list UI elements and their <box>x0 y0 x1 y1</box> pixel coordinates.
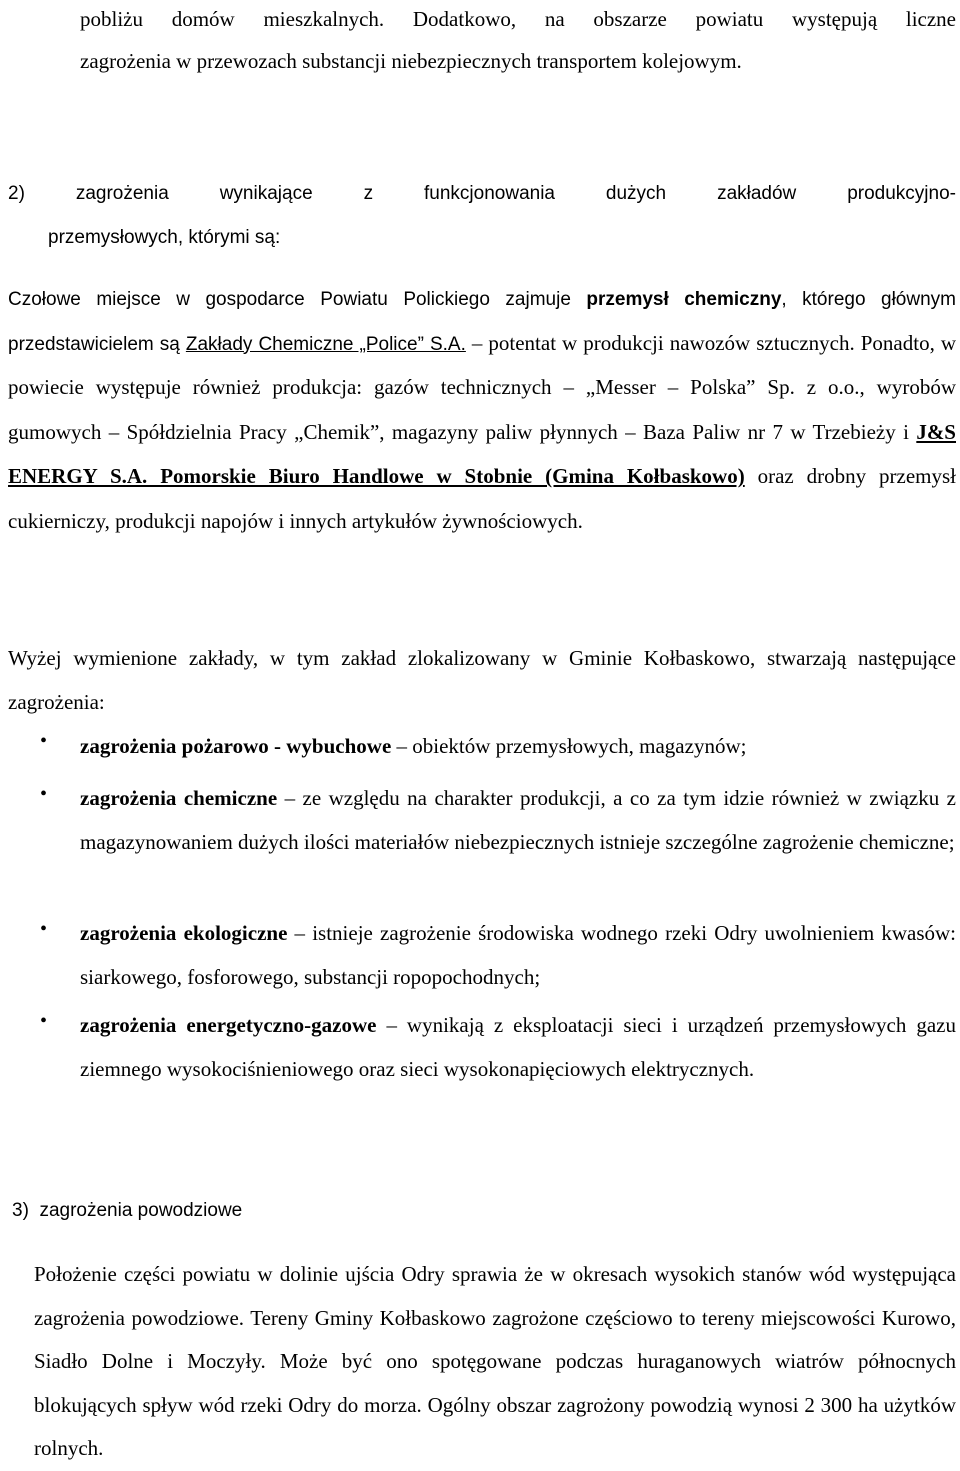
chemical-industry-bold: przemysł chemiczny <box>586 289 782 310</box>
bullet-icon: • <box>40 918 48 940</box>
industry-text-e: – potentat w produkcji nawozów sztucznych. Ponadto, w powiecie występuje również produkcja: gazów technicznych – „Messer – Polska” Sp. z o.o., wyrobów gumowych – Spółdzielnia Pracy „Chemik”, magazyny paliw płynnych – Baza Paliw nr 7 w Trzebieży i <box>8 330 957 444</box>
bullet-icon: • <box>40 730 48 752</box>
intro-line-2: zagrożenia w przewozach substancji niebezpiecznych transportem kolejowym. <box>80 49 742 73</box>
threats-intro-paragraph: Wyżej wymienione zakłady, w tym zakład zlokalizowany w Gminie Kołbaskowo, stwarzają następujące zagrożenia: <box>8 646 956 714</box>
js-energy-bold-underlined: J&S ENERGY S.A. Pomorskie Biuro Handlowe w Stobnie (Gmina Kołbaskowo) <box>8 419 956 489</box>
intro-line-1: pobliżu domów mieszkalnych. Dodatkowo, na obszarze powiatu występują liczne <box>80 7 956 31</box>
section-2-heading-line-2: przemysłowych, którymi są: <box>48 227 281 248</box>
police-plant-underlined: Zakłady Chemiczne „Police” S.A. <box>185 333 466 355</box>
bullet-2-text: – ze względu na charakter produkcji, a co za tym idzie również w związku z magazynowaniem dużych ilości materiałów niebezpiecznych istnieje szczególne zagrożenie chemiczne; <box>80 786 956 854</box>
bullet-1-text: – obiektów przemysłowych, magazynów; <box>391 734 747 758</box>
industry-text-c: , którego głównym przedstawicielem są <box>8 289 956 355</box>
bullet-3-text: – istnieje zagrożenie środowiska wodnego rzeki Odry uwolnieniem kwasów: siarkowego, fosforowego, substancji ropopochodnych; <box>80 921 956 989</box>
section-3-heading: 3) zagrożenia powodziowe <box>12 1200 243 1221</box>
bullet-4-text: – wynikają z eksploatacji sieci i urządzeń przemysłowych gazu ziemnego wysokociśnieniowego oraz sieci wysokonapięciowych elektrycznych. <box>80 1013 956 1081</box>
industry-text-a: Czołowe miejsce w gospodarce Powiatu Polickiego zajmuje <box>8 289 587 310</box>
bullet-4-bold: zagrożenia energetyczno-gazowe <box>80 1013 377 1037</box>
flood-paragraph: Położenie części powiatu w dolinie ujścia Odry sprawia że w okresach wysokich stanów wód występująca zagrożenia powodziowe. Tereny Gminy Kołbaskowo zagrożone częściowo to tereny miejscowości Kurowo, Siadło Dolne i Moczyły. Może być ono spotęgowane podczas huraganowych wiatrów północnych blokujących spływ wód rzeki Odry do morza. Ogólny obszar zagrożony powodzią wynosi 2 300 ha użytków rolnych. <box>34 1262 956 1461</box>
intro-paragraph <box>80 0 956 82</box>
bullet-1-bold: zagrożenia pożarowo - wybuchowe <box>80 734 392 758</box>
bullet-2-bold: zagrożenia chemiczne <box>80 786 278 810</box>
section-2-heading <box>8 172 956 260</box>
industry-paragraph <box>8 278 956 545</box>
industry-text-g: oraz drobny przemysł cukierniczy, produkcji napojów i innych artykułów żywnościowych. <box>8 464 956 533</box>
section-2-heading-line-1: 2) zagrożenia wynikające z funkcjonowania dużych zakładów produkcyjno- <box>8 183 956 204</box>
bullet-icon: • <box>40 783 48 805</box>
bullet-3-bold: zagrożenia ekologiczne <box>80 921 288 945</box>
bullet-icon: • <box>40 1010 48 1032</box>
